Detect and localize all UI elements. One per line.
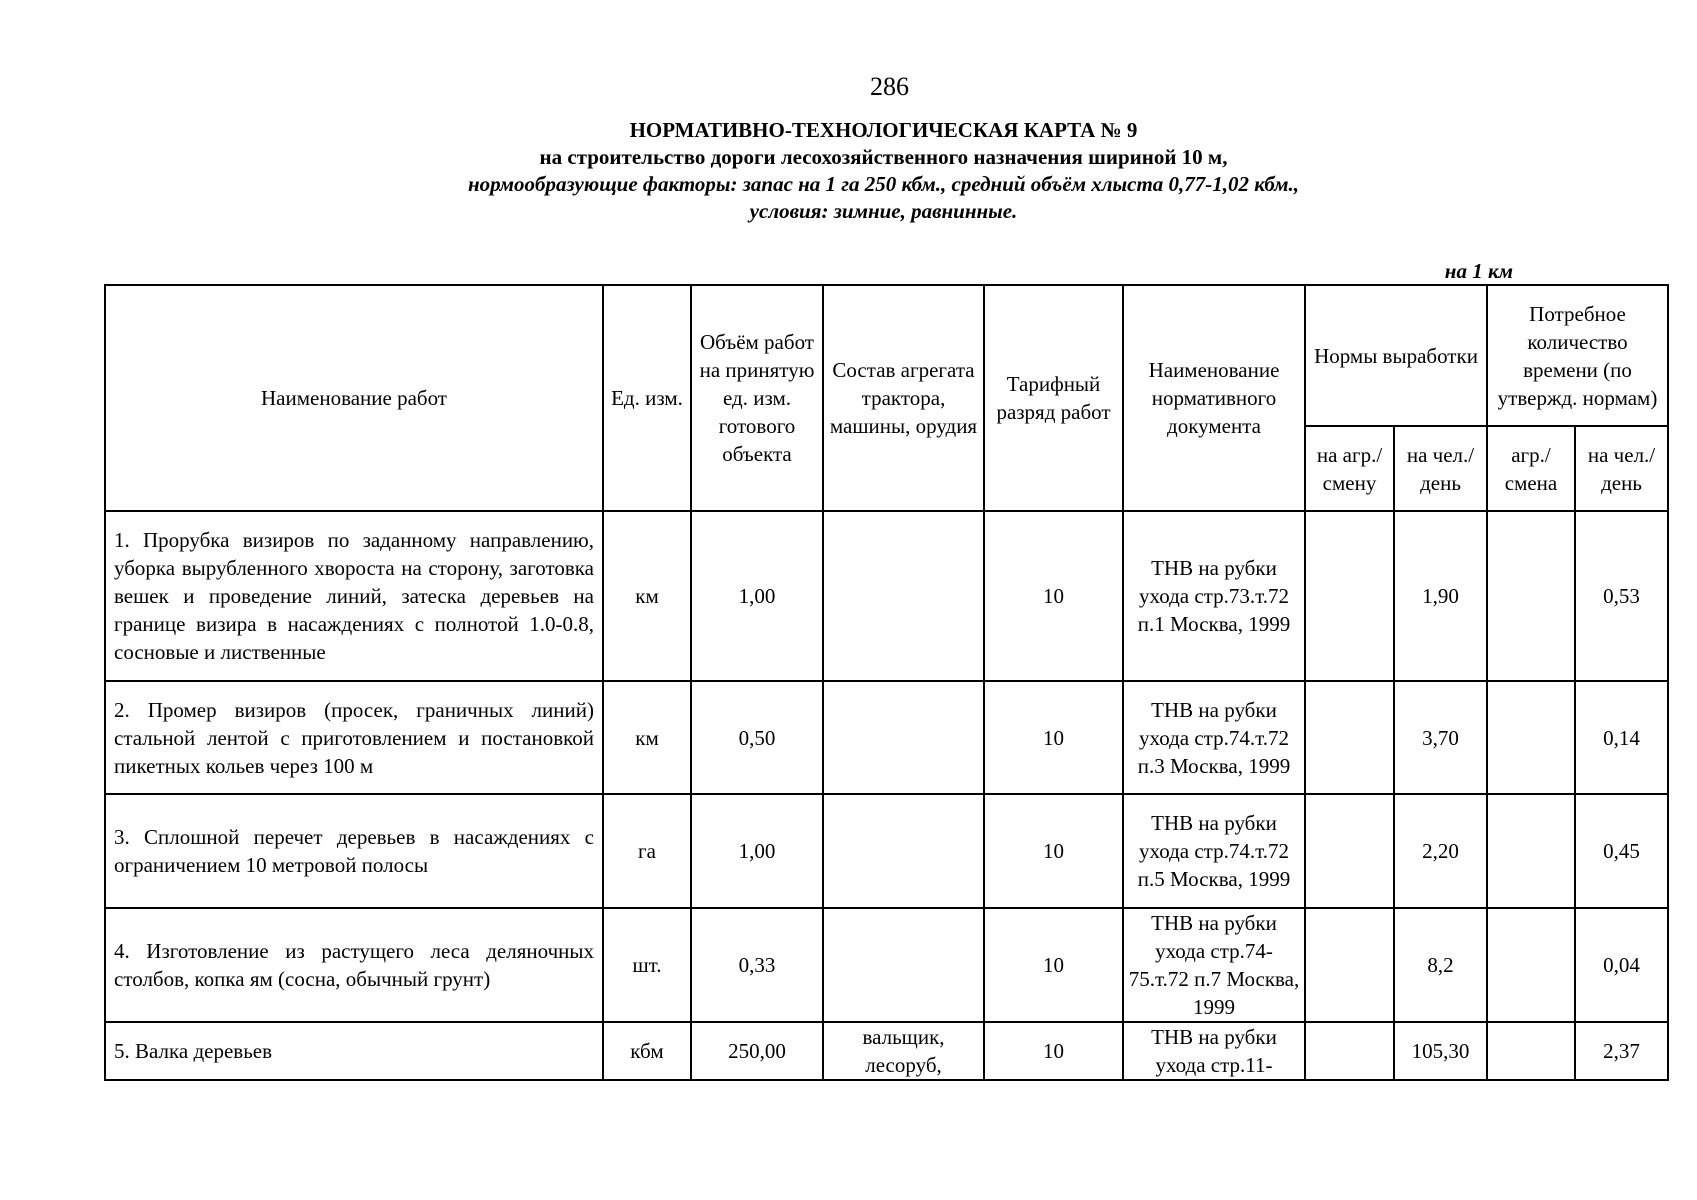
cell-time-agr (1487, 1022, 1575, 1080)
page-number: 286 (870, 72, 909, 101)
cell-work-name: 2. Промер визиров (просек, граничных линий) стальной лентой с приготовлением и постановкой пикетных кольев через 100 м (105, 681, 603, 794)
cell-document: ТНВ на рубки ухода стр.73.т.72 п.1 Москва, 1999 (1123, 511, 1305, 681)
cell-tariff: 10 (984, 511, 1123, 681)
cell-document: ТНВ на рубки ухода стр.74-75.т.72 п.7 Москва, 1999 (1123, 908, 1305, 1022)
cell-tariff: 10 (984, 681, 1123, 794)
cell-time-person: 0,14 (1575, 681, 1668, 794)
cell-work-name: 3. Сплошной перечет деревьев в насаждениях с ограничением 10 метровой полосы (105, 794, 603, 908)
cell-document: ТНВ на рубки ухода стр.11- (1123, 1022, 1305, 1080)
title-line-2: на строительство дороги лесохозяйственного назначения шириной 10 м, (539, 145, 1228, 169)
cell-composition (823, 681, 984, 794)
header-document: Наименование нормативного документа (1123, 285, 1305, 511)
header-tariff: Тарифный разряд работ (984, 285, 1123, 511)
cell-tariff: 10 (984, 794, 1123, 908)
cell-document: ТНВ на рубки ухода стр.74.т.72 п.5 Москва, 1999 (1123, 794, 1305, 908)
title-line-4: условия: зимние, равнинные. (749, 199, 1018, 223)
cell-time-person: 2,37 (1575, 1022, 1668, 1080)
cell-composition (823, 794, 984, 908)
document-title (0, 117, 1697, 225)
cell-norm-agr (1305, 681, 1394, 794)
cell-work-name: 5. Валка деревьев (105, 1022, 603, 1080)
cell-work-name: 4. Изготовление из растущего леса деляночных столбов, копка ям (сосна, обычный грунт) (105, 908, 603, 1022)
cell-tariff: 10 (984, 908, 1123, 1022)
cell-norm-person: 1,90 (1394, 511, 1487, 681)
table-row (105, 1022, 1668, 1080)
cell-time-person: 0,04 (1575, 908, 1668, 1022)
cell-norm-agr (1305, 794, 1394, 908)
cell-volume: 0,50 (691, 681, 823, 794)
cell-unit: шт. (603, 908, 691, 1022)
cell-composition: вальщик, лесоруб, (823, 1022, 984, 1080)
header-norms-agr: на агр./ смену (1305, 426, 1394, 511)
cell-norm-agr (1305, 908, 1394, 1022)
unit-note: на 1 км (1444, 259, 1513, 283)
header-volume: Объём работ на принятую ед. изм. готового объекта (691, 285, 823, 511)
header-work-name: Наименование работ (105, 285, 603, 511)
cell-norm-agr (1305, 1022, 1394, 1080)
cell-time-agr (1487, 908, 1575, 1022)
cell-work-name: 1. Прорубка визиров по заданному направлению, уборка вырубленного хвороста на сторону, заготовка вешек и проведение линий, затеска деревьев на границе визира в насаждениях с полнотой 1.0-0.8, сосновые и лиственные (105, 511, 603, 681)
title-line-1: НОРМАТИВНО-ТЕХНОЛОГИЧЕСКАЯ КАРТА № 9 (629, 118, 1138, 142)
cell-unit: км (603, 511, 691, 681)
cell-norm-agr (1305, 511, 1394, 681)
cell-norm-person: 105,30 (1394, 1022, 1487, 1080)
header-time-person: на чел./ день (1575, 426, 1668, 511)
cell-tariff: 10 (984, 1022, 1123, 1080)
cell-volume: 1,00 (691, 511, 823, 681)
cell-unit: га (603, 794, 691, 908)
norm-table (104, 284, 1669, 1081)
header-time: Потребное количество времени (по утвержд. нормам) (1487, 285, 1668, 426)
cell-time-agr (1487, 681, 1575, 794)
cell-unit: кбм (603, 1022, 691, 1080)
header-norms-person: на чел./ день (1394, 426, 1487, 511)
table-row (105, 908, 1668, 1022)
header-norms: Нормы выработки (1305, 285, 1487, 426)
cell-volume: 0,33 (691, 908, 823, 1022)
cell-norm-person: 2,20 (1394, 794, 1487, 908)
cell-volume: 1,00 (691, 794, 823, 908)
header-unit: Ед. изм. (603, 285, 691, 511)
cell-document: ТНВ на рубки ухода стр.74.т.72 п.3 Москва, 1999 (1123, 681, 1305, 794)
table-row (105, 794, 1668, 908)
header-time-agr: агр./ смена (1487, 426, 1575, 511)
cell-norm-person: 3,70 (1394, 681, 1487, 794)
cell-norm-person: 8,2 (1394, 908, 1487, 1022)
cell-time-agr (1487, 511, 1575, 681)
header-composition: Состав агрегата трактора, машины, орудия (823, 285, 984, 511)
cell-time-person: 0,53 (1575, 511, 1668, 681)
table-header-row (105, 285, 1668, 426)
cell-volume: 250,00 (691, 1022, 823, 1080)
cell-unit: км (603, 681, 691, 794)
cell-composition (823, 908, 984, 1022)
table-row (105, 511, 1668, 681)
cell-time-agr (1487, 794, 1575, 908)
cell-composition (823, 511, 984, 681)
table-row (105, 681, 1668, 794)
cell-time-person: 0,45 (1575, 794, 1668, 908)
title-line-3: нормообразующие факторы: запас на 1 га 250 кбм., средний объём хлыста 0,77-1,02 кбм., (468, 172, 1299, 196)
